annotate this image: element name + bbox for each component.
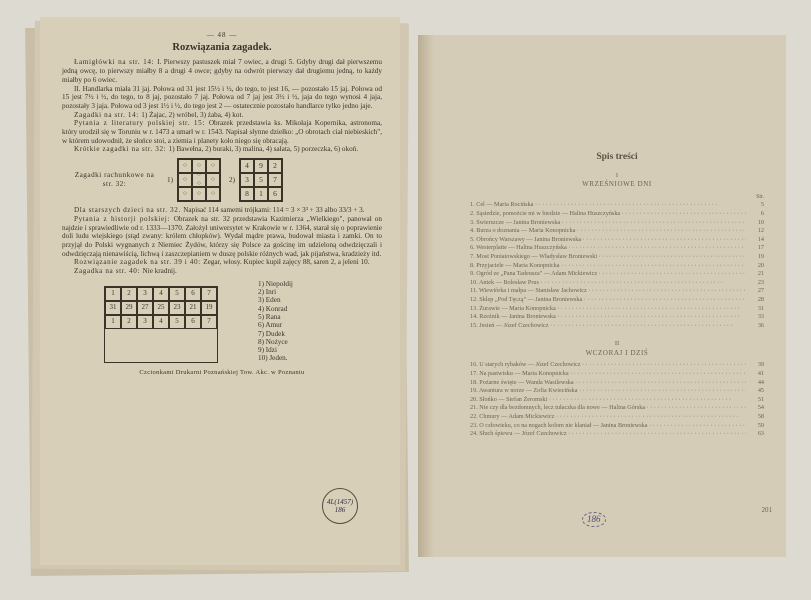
printer-footer: Czcionkami Drukarni Poznańskiej Tow. Akc. w Poznaniu <box>139 368 305 376</box>
grid1-label: 1) <box>167 175 173 184</box>
toc-entry-title: 4. Burza o doznania — Maria Konopnicka · · · <box>470 227 746 236</box>
toc-entry-page: 20 <box>757 261 764 269</box>
grid-cell: 27 <box>137 301 153 315</box>
paragraph <box>62 111 382 120</box>
section-numeral: II <box>614 340 620 348</box>
grid-cell: ○ <box>206 159 220 173</box>
toc-entry-page: 36 <box>757 321 764 329</box>
paragraph <box>62 215 382 259</box>
grid-cell: ○ <box>178 173 192 187</box>
paragraph-lead: Rozwiązanie zagadek na str. 39 i 40: <box>74 258 204 267</box>
toc-entry-page: 21 <box>757 270 764 278</box>
toc-entry-page: 33 <box>757 313 764 321</box>
toc-list <box>470 361 764 438</box>
toc-entry-title: 7. Most Poniatowskiego — Władysław Broniewski · · · <box>470 253 746 262</box>
toc-entry-title: 23. O człowieku, co na nogach kolom nie klaniał — Janina Broniewska · · · <box>470 422 746 431</box>
toc-entry-page: 31 <box>757 304 764 312</box>
toc-entry-page: 58 <box>757 413 764 421</box>
grid-cell: 4 <box>240 159 254 173</box>
paragraph <box>62 145 382 154</box>
paragraph-lead: Dla starszych dzieci na str. 32. <box>74 206 184 215</box>
toc-entry-title: 20. Słońko — Stefan Żeromski · · · <box>470 396 746 405</box>
paragraph <box>62 85 382 111</box>
toc-entry <box>470 227 764 236</box>
toc-entry-page: 44 <box>757 378 764 386</box>
toc-entry-page: 6 <box>760 209 764 217</box>
grid-cell: ○ <box>178 187 192 201</box>
toc-entry-title: 9. Ogród ze „Pana Tadeusza" — Adam Mickiewicz · · · <box>470 270 746 279</box>
left-page <box>40 17 400 565</box>
magic-square <box>239 158 283 202</box>
toc-entry <box>470 422 764 431</box>
grid-cell: 4 <box>153 315 169 329</box>
right-page <box>418 35 786 557</box>
page-number: 201 <box>761 506 772 515</box>
paragraph-text: Obrazek przedstawia ks. Mikołaja Kopernika, astronoma, który urodził się w Toruniu w r. 1473 a umarł w r. 1543. Napisał słynne dziełko: „O obrotach ciał niebieskich", w którem udowodnił, że słońce stoi, a ziemia i planety koło niego się obracają. <box>62 119 382 145</box>
grid-cell: 5 <box>169 287 185 301</box>
paragraph-text: Zegar, włosy. Kupiec kupił zajęcy 88, saren 2, a jeleni 10. <box>203 258 370 267</box>
toc-entry-title: 5. Obrońcy Warszawy — Janina Broniewska · · · <box>470 236 746 245</box>
toc-entry-page: 54 <box>757 404 764 412</box>
grid-cell: 31 <box>105 301 121 315</box>
grid-cell: ○ <box>206 187 220 201</box>
section-numeral: I <box>615 171 619 179</box>
riddle-block <box>62 280 382 363</box>
answers-section <box>62 58 382 154</box>
page-title: Rozwiązania zagadek. <box>172 41 272 53</box>
grid-cell: 21 <box>185 301 201 315</box>
toc-list <box>470 201 764 330</box>
answer-item: 10) Jeden. <box>258 354 288 363</box>
toc-title: Spis treści <box>596 152 638 162</box>
grid-cell: 2 <box>268 159 282 173</box>
grid-cell: 8 <box>240 187 254 201</box>
paragraph-text: Napisać 114 samemi trójkami: 114 = 3 × 3³ + 33 albo 33/3 + 3. <box>183 206 365 215</box>
grid-cell: 2 <box>121 315 137 329</box>
toc-entry-page: 19 <box>757 252 764 260</box>
toc-entry-title: 2. Sąsiedzie, pomożcie mi w biedzie — Halina Huszczyńska · · · <box>470 210 746 219</box>
answer-item: 3) Eden <box>258 296 281 305</box>
toc-entry-page: 45 <box>757 387 764 395</box>
answer-item: 8) Nożyce <box>258 337 288 346</box>
paragraph-lead: Łamigłówki na str. 14: <box>74 58 158 67</box>
toc-entry-page: 10 <box>757 218 764 226</box>
grid2-label: 2) <box>229 175 235 184</box>
paragraph-lead: Pytania z historji polskiej: <box>74 214 174 223</box>
grid-cell: 1 <box>105 287 121 301</box>
grid-cell: 19 <box>201 301 217 315</box>
grid-cell: 6 <box>185 287 201 301</box>
toc-entry <box>470 396 764 405</box>
toc-entry-title: 13. Żurawie — Maria Konopnicka · · · <box>470 305 746 314</box>
toc-entry-title: 16. U starych rybaków — Józef Czechowicz · · · <box>470 361 746 370</box>
toc-entry-title: 10. Antek — Bolesław Prus · · · <box>470 279 746 288</box>
grid-cell: ○ <box>206 173 220 187</box>
toc-entry-page: 41 <box>757 370 764 378</box>
paragraph-lead: Krótkie zagadki na str. 32: <box>74 145 169 154</box>
grid-cell: 3 <box>137 315 153 329</box>
grid-cell: 5 <box>254 173 268 187</box>
toc-entry-title: 11. Wiewiórka i małpa — Stanisław Jachowicz · · · <box>470 287 746 296</box>
toc-entry <box>470 413 764 422</box>
toc-entry-page: 14 <box>757 235 764 243</box>
toc-entry <box>470 279 764 288</box>
grid-cell: 25 <box>153 301 169 315</box>
toc-entry <box>470 219 764 228</box>
paragraph-text: Nie kradnij. <box>142 267 177 276</box>
toc-entry-title: 3. Świerszcze — Janina Broniewska · · · <box>470 219 746 228</box>
page-number: — 48 — <box>206 31 238 39</box>
toc-entry-title: 19. Awantura w norze — Zofia Kwiecińska · · · <box>470 387 746 396</box>
toc-entry <box>470 201 764 210</box>
toc-entry-page: 17 <box>757 244 764 252</box>
puzzle-label: Zagadki rachunkowe na str. 32: <box>74 171 155 189</box>
toc-entry-page: 12 <box>757 227 764 235</box>
toc-entry <box>470 270 764 279</box>
paragraph-text: 1) Bawełna, 2) buraki, 3) malina, 4) sałata, 5) porzeczka, 6) okoń. <box>168 145 359 154</box>
circle-grid <box>177 158 221 202</box>
toc-entry <box>470 236 764 245</box>
section-title: WRZEŚNIOWE DNI <box>582 180 652 189</box>
paragraph <box>62 58 382 84</box>
grid-cell: 6 <box>185 315 201 329</box>
toc-entry <box>470 379 764 388</box>
toc-entry-title: 14. Rzeźnik — Janina Broniewska · · · <box>470 313 746 322</box>
toc-entry <box>470 296 764 305</box>
answer-item: 9) Idzi <box>258 346 277 355</box>
toc-entry <box>470 262 764 271</box>
answer-item: 5) Rana <box>258 312 281 321</box>
page-column-header: Str. <box>756 193 764 200</box>
toc-entry <box>470 370 764 379</box>
toc-entry-title: 18. Pożarne święte — Wanda Wasilewska · · · <box>470 379 746 388</box>
answers-section-2 <box>62 206 382 276</box>
toc-entry <box>470 287 764 296</box>
paragraph <box>62 267 382 276</box>
toc-entry <box>470 305 764 314</box>
grid-cell: 3 <box>137 287 153 301</box>
grid-cell: ○ <box>192 159 206 173</box>
toc-entry <box>470 430 764 439</box>
toc-entry <box>470 387 764 396</box>
section-title: WCZORAJ I DZIŚ <box>585 348 649 357</box>
pencil-mark: 186 <box>582 512 606 527</box>
answer-item: 4) Konrad <box>258 304 288 313</box>
toc-entry-page: 59 <box>757 421 764 429</box>
grid-cell: 6 <box>268 187 282 201</box>
toc-entry <box>470 361 764 370</box>
number-grid <box>104 286 218 363</box>
toc-entry-page: 63 <box>757 430 764 438</box>
grid-cell: 2 <box>121 287 137 301</box>
toc-entry <box>470 210 764 219</box>
toc-entry-title: 12. Sklep „Pod Tęczą" — Janina Broniewska · · · <box>470 296 746 305</box>
toc-entry-page: 23 <box>757 278 764 286</box>
paragraph-text: 1) Żajac, 2) wróbel, 3) żaba, 4) kot. <box>141 110 244 119</box>
toc-entry <box>470 322 764 331</box>
toc-entry-page: 51 <box>757 395 764 403</box>
paragraph-text: I. Pierwszy pastuszek miał 7 owiec, a drugi 5. Gdyby drugi dał pierwszemu jedną owcę, to pierwszy miałby 8 a drugi 4 owce; gdyby na odwrót pierwszy dał drugiemu jedną, to każdy miałby po 6 owiec. <box>62 58 382 84</box>
toc-entry-page: 39 <box>757 361 764 369</box>
grid-cell: ○ <box>178 159 192 173</box>
toc-entry <box>470 404 764 413</box>
toc-entry <box>470 244 764 253</box>
grid-cell: 5 <box>169 315 185 329</box>
math-puzzles <box>62 158 382 202</box>
toc-entry-title: 24. Słuch śpiewu — Józef Czechowicz · · · <box>470 430 746 439</box>
grid-cell: ○ <box>192 187 206 201</box>
answer-item: 1) Niepołdij <box>258 279 293 288</box>
paragraph-lead: Pytania z literatury polskiej str. 15: <box>74 119 209 128</box>
answer-item: 2) Inri <box>258 288 277 297</box>
answer-item: 6) Amur <box>258 321 283 330</box>
grid-cell: 23 <box>169 301 185 315</box>
paragraph-lead: Zagadki na str. 14: <box>74 110 142 119</box>
toc-entry-title: 8. Przyjaciele — Maria Konopnicka · · · <box>470 262 746 271</box>
paragraph <box>62 206 382 215</box>
toc-entry-title: 21. Nie czy dla bezdomnych, lecz tułaczka dla nowe — Halina Górska · · · <box>470 404 746 413</box>
toc-entry-title: 17. Na pastwisku — Maria Konopnicka · · · <box>470 370 746 379</box>
paragraph-lead: Zagadka na str. 40: <box>74 267 143 276</box>
grid-cell: 7 <box>268 173 282 187</box>
grid-cell: ○ ○ <box>192 173 206 187</box>
toc-entry-title: 15. Jesień — Józef Czechowicz · · · <box>470 322 746 331</box>
paragraph <box>62 119 382 145</box>
paragraph-text: Obrazek na str. 32 przedstawia Kazimierza „Wielkiego", panował on najdzie i sprawiedliwie od r. 1333—1370. Założył uniwersytet w Krakowie w r. 1364, starał się o poprawienie doli ludu wiejskiego (stąd zwany: królem chłopków). Wydał mądre prawa, budował miasta i zamki. On to przyjął do Polski wygnanych z Niemiec Żydów, którzy się Polsce za gościnę im udzieloną odwdzięczali i odwdzięczają nienawiścią, lichwą i zaszczepianiem w duszę polskie różnych wad, jak pijaństwa, kradzieży itd. <box>62 214 382 258</box>
toc-entry <box>470 253 764 262</box>
library-stamp: 4L(1457) 186 <box>322 488 358 524</box>
grid-cell: 9 <box>254 159 268 173</box>
grid-cell: 4 <box>153 287 169 301</box>
grid-cell: 7 <box>201 287 217 301</box>
grid-cell: 29 <box>121 301 137 315</box>
toc-entry-page: 5 <box>760 201 764 209</box>
answer-list <box>258 280 293 363</box>
paragraph <box>62 258 382 267</box>
grid-cell: 3 <box>240 173 254 187</box>
toc-entry-page: 27 <box>757 287 764 295</box>
toc-entry <box>470 313 764 322</box>
answer-item: 7) Dudek <box>258 329 285 338</box>
toc-entry-title: 6. Westerplatte — Halina Huszczyńska · · · <box>470 244 746 253</box>
grid-cell: 7 <box>201 315 217 329</box>
toc-entry-title: 1. Cel — Maria Rocińska · · · <box>470 201 746 210</box>
grid-cell: 1 <box>105 315 121 329</box>
toc-entry-page: 28 <box>757 295 764 303</box>
toc-entry-title: 22. Chmury — Adam Mickiewicz · · · <box>470 413 746 422</box>
grid-cell: 1 <box>254 187 268 201</box>
paragraph-text: II. Handlarka miała 31 jaj. Połowa od 31 jest 15½ i ½, do tego, to jest 16, — pozostało 15 jaj. Połowa od 15 jest 7½ i ½, do tego, to 8 jaj, pozostało 7 jaj. Połowa od 7 jaj jest 3½ i ½, jaja do tego wynosi 4 jaja, pozostały 3 jaja. Połowa od 3 jest 1½ i ½, do tego jest 2 — ostatecznie pozostało handlarce tylko jedno jaje. <box>62 84 382 110</box>
